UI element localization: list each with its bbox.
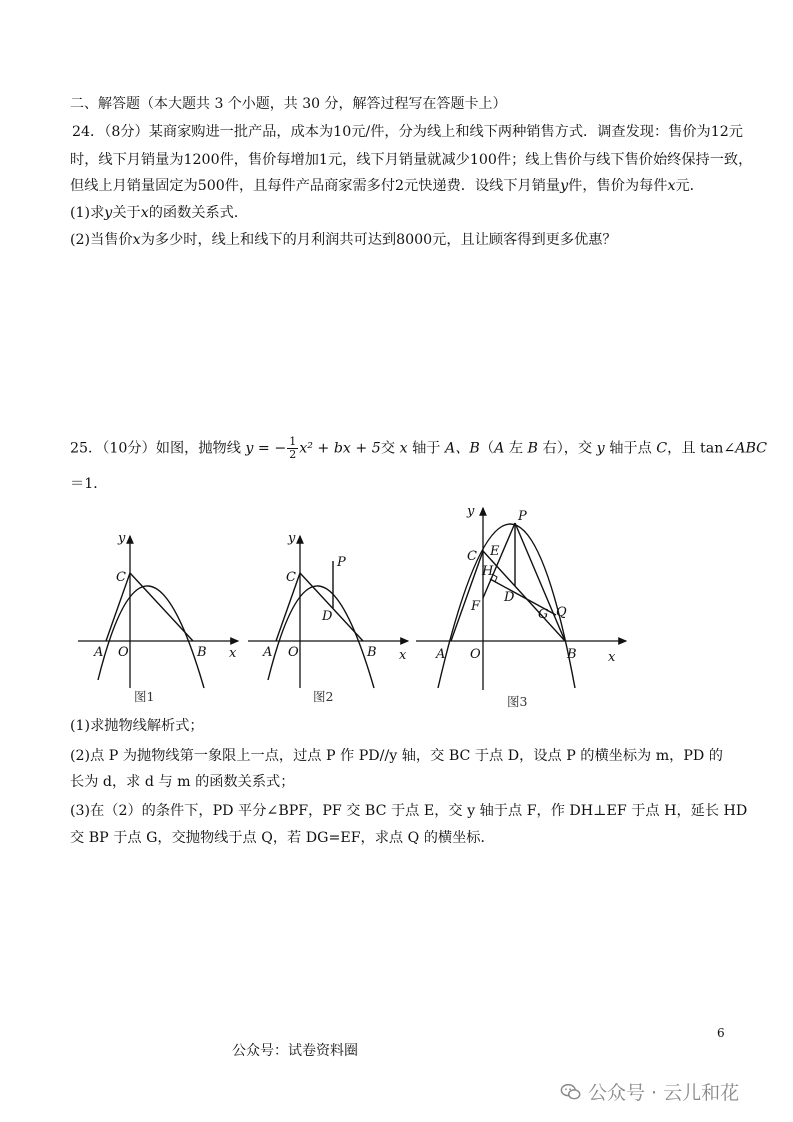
- label-c: C: [116, 570, 126, 585]
- var-x: x: [140, 205, 149, 221]
- caption-fig1: 图1: [134, 689, 155, 704]
- q24-line1: 24．（8分）某商家购进一批产品，成本为10元/件，分为线上和线下两种销售方式．调查发现：售价为12元: [72, 124, 743, 140]
- var-x: x: [132, 232, 141, 248]
- q24-line3-text: 但线上月销量固定为500件，且每件产品商家需多付2元快递费．设线下月销量: [70, 178, 561, 194]
- q25-sub2-line1: (2)点 P 为抛物线第一象限上一点，过点 P 作 PD//y 轴，交 BC 于点 D，设点 P 的横坐标为 m，PD 的: [70, 748, 723, 764]
- figure-3: [416, 504, 626, 709]
- label-h: H: [482, 564, 494, 579]
- q25-line1-b: 交: [380, 440, 396, 457]
- figures: [70, 500, 640, 715]
- q24-sub1: [70, 203, 248, 223]
- q24-sub2-a: (2)当售价: [70, 232, 133, 248]
- q25-line1-d: （: [479, 440, 495, 457]
- label-x: x: [608, 650, 616, 665]
- q25-line1-h: ，且 tan∠: [667, 440, 736, 457]
- q25-line1-a: 25．（10分）如图，抛物线: [70, 440, 241, 457]
- section-title: 二、解答题（本大题共 3 个小题，共 30 分，解答过程写在答题卡上）: [70, 96, 507, 112]
- label-f: F: [471, 599, 481, 614]
- q25-sub3-line1: (3)在（2）的条件下，PD 平分∠BPF，PF 交 BC 于点 E，交 y 轴于点 F，作 DH⊥EF 于点 H，延长 HD: [70, 803, 748, 819]
- q25-line1-g: 轴于点: [609, 440, 652, 457]
- q24-sub2-b: 为多少时，线上和线下的月利润共可达到8000元，且让顾客得到更多优惠？: [140, 232, 617, 248]
- label-x: x: [399, 648, 407, 663]
- fraction-num: 1: [289, 435, 297, 448]
- label-o: O: [118, 645, 129, 660]
- q25-sub3-line2: 交 BP 于点 G，交抛物线于点 Q，若 DG=EF，求点 Q 的横坐标．: [70, 830, 495, 846]
- label-b: B: [567, 647, 577, 662]
- equation-rhs: x² + bx + 5: [299, 440, 381, 457]
- label-d: D: [322, 609, 333, 624]
- label-g: G: [538, 607, 549, 622]
- fraction: [287, 436, 298, 461]
- segment-ac: [451, 551, 483, 641]
- segment-cb: [130, 573, 193, 641]
- q25-sub1: (1)求抛物线解析式；: [70, 718, 204, 734]
- label-x: x: [229, 646, 237, 661]
- q25-line1: [70, 436, 767, 461]
- label-e: E: [490, 544, 500, 559]
- var-y: y: [560, 178, 569, 194]
- page-number: 6: [717, 1026, 725, 1040]
- q25-line1-c: 轴于: [412, 440, 441, 457]
- var-x: x: [399, 440, 408, 457]
- label-b: B: [367, 645, 377, 660]
- point-a: A: [494, 440, 505, 457]
- label-a: A: [263, 645, 273, 660]
- var-x: x: [667, 178, 676, 194]
- caption-fig2: 图2: [313, 689, 334, 704]
- segment-pf: [483, 523, 515, 598]
- label-y: y: [467, 504, 475, 519]
- footer-text: 公众号：试卷资料圈: [232, 1043, 358, 1059]
- q25-sub2-line2: 长为 d，求 d 与 m 的函数关系式；: [70, 774, 295, 790]
- figure-1: [78, 531, 238, 704]
- label-o: O: [288, 645, 299, 660]
- angle-abc: ABC: [735, 440, 768, 457]
- parabola: [268, 586, 374, 688]
- label-q: Q: [556, 605, 567, 620]
- var-y: y: [104, 205, 113, 221]
- fraction-den: 2: [289, 448, 297, 461]
- q24-sub2: [70, 230, 617, 250]
- point-c: C: [656, 440, 668, 457]
- q24-sub1-c: 的函数关系式．: [148, 205, 249, 221]
- q24-line2: 时，线下月销量为1200件，售价每增加1元，线下月销量就减少100件；线上售价与线下售价始终保持一致，: [70, 152, 753, 168]
- label-c: C: [286, 570, 296, 585]
- label-y: y: [288, 531, 296, 546]
- label-o: O: [470, 647, 481, 662]
- equation-lhs: y = −: [245, 440, 287, 457]
- label-c: C: [467, 549, 477, 564]
- q24-sub1-b: 关于: [112, 205, 141, 221]
- figure-2: [248, 531, 408, 704]
- var-y: y: [596, 440, 605, 457]
- label-p: P: [518, 509, 527, 524]
- watermark: [560, 1078, 739, 1105]
- watermark-text: 公众号 · 云儿和花: [588, 1082, 740, 1104]
- label-a: A: [436, 647, 446, 662]
- segment-pb: [515, 523, 565, 641]
- q24-line3: [70, 176, 704, 196]
- q24-line3-mid: 件，售价为每件: [568, 178, 668, 194]
- segment-cb: [300, 573, 363, 641]
- caption-fig3: 图3: [507, 694, 528, 709]
- parabola: [98, 586, 204, 688]
- q24-sub1-a: (1)求: [70, 205, 105, 221]
- q25-line1-f: 右），交: [542, 440, 593, 457]
- label-p: P: [337, 555, 346, 570]
- label-y: y: [118, 531, 126, 546]
- segment-cb: [483, 551, 565, 641]
- parabola: [438, 524, 575, 688]
- points-ab: A、B: [445, 440, 480, 457]
- q25-line2: ＝1．: [70, 476, 108, 492]
- q25-line1-e: 左: [508, 440, 524, 457]
- label-a: A: [94, 645, 104, 660]
- q24-line3-end: 元．: [675, 178, 704, 194]
- label-d: D: [504, 590, 515, 605]
- wechat-icon: [560, 1081, 582, 1103]
- point-b: B: [527, 440, 538, 457]
- label-b: B: [197, 645, 207, 660]
